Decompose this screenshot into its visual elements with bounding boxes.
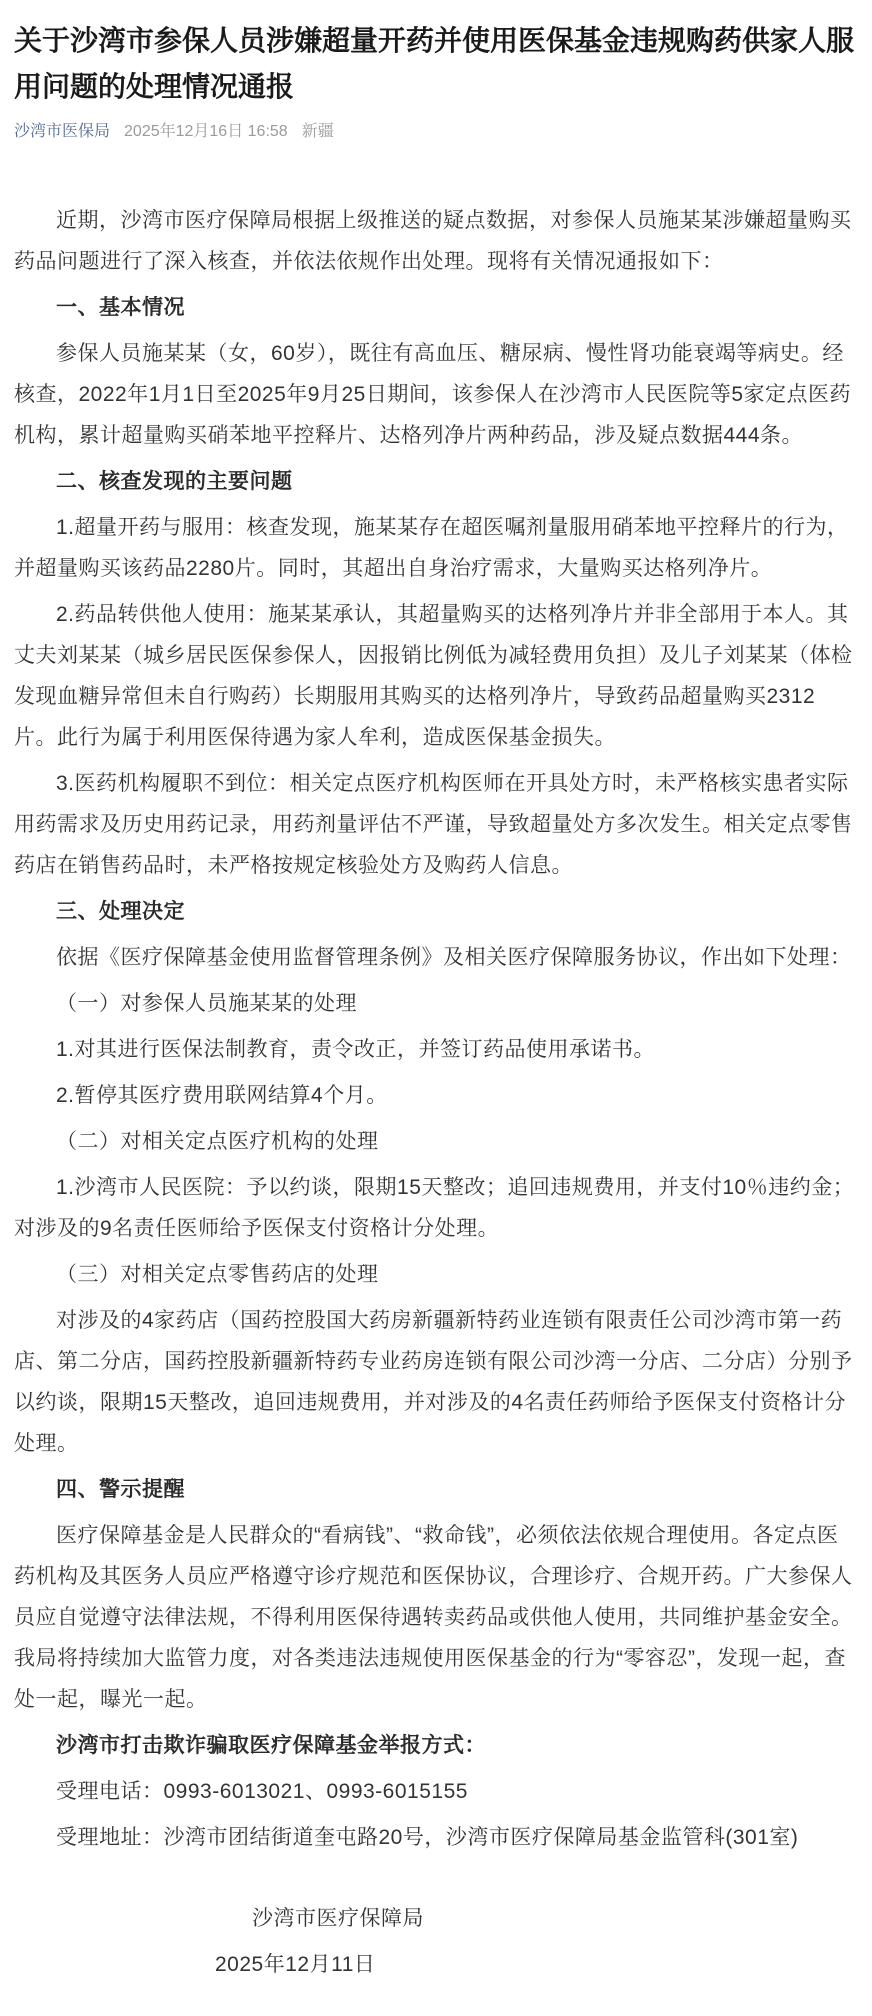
section-heading-2: 二、核查发现的主要问题 — [56, 470, 293, 493]
paragraph-problem-1: 1.超量开药与服用：核查发现，施某某存在超医嘱剂量服用硝苯地平控释片的行为，并超量购买该药品2280片。同时，其超出自身治疗需求，大量购买达格列净片。 — [14, 516, 849, 580]
paragraph-basic-info: 参保人员施某某（女，60岁），既往有高血压、糖尿病、慢性肾功能衰竭等病史。经核查，2022年1月1日至2025年9月25日期间，该参保人在沙湾市人民医院等5家定点医药机构，累计超量购买硝苯地平控释片、达格列净片两种药品，涉及疑点数据444条。 — [14, 342, 852, 447]
signature-org: 沙湾市医疗保障局 — [252, 1907, 424, 1930]
paragraph-report-phone: 受理电话：0993-6013021、0993-6015155 — [56, 1780, 468, 1803]
paragraph-measure-1: 1.对其进行医保法制教育，责令改正，并签订药品使用承诺书。 — [56, 1038, 656, 1061]
article-title: 关于沙湾市参保人员涉嫌超量开药并使用医保基金违规购药供家人服用问题的处理情况通报 — [14, 25, 855, 102]
subsection-heading-3: （三）对相关定点零售药店的处理 — [56, 1263, 379, 1286]
subsection-heading-2: （二）对相关定点医疗机构的处理 — [56, 1130, 379, 1153]
section-heading-4: 四、警示提醒 — [56, 1478, 185, 1501]
section-heading-3: 三、处理决定 — [56, 900, 185, 923]
account-name-link[interactable]: 沙湾市医保局 — [14, 123, 111, 140]
publish-datetime: 2025年12月16日 16:58 — [124, 123, 288, 140]
article-byline — [14, 120, 858, 144]
paragraph-report-address: 受理地址：沙湾市团结街道奎屯路20号，沙湾市医疗保障局基金监管科(301室) — [56, 1826, 799, 1849]
paragraph-problem-2: 2.药品转供他人使用：施某某承认，其超量购买的达格列净片并非全部用于本人。其丈夫刘某某（城乡居民医保参保人，因报销比例低为减轻费用负担）及儿子刘某某（体检发现血糖异常但未自行购药）长期服用其购买的达格列净片，导致药品超量购买2312片。此行为属于利用医保待遇为家人牟利，造成医保基金损失。 — [14, 603, 853, 749]
article-content — [14, 200, 858, 1985]
paragraph-intro: 近期，沙湾市医疗保障局根据上级推送的疑点数据，对参保人员施某某涉嫌超量购买药品问题进行了深入核查，并依法依规作出处理。现将有关情况通报如下： — [14, 209, 852, 273]
paragraph-pharmacies: 对涉及的4家药店（国药控股国大药房新疆新特药业连锁有限责任公司沙湾市第一药店、第二分店，国药控股新疆新特药专业药房连锁有限公司沙湾一分店、二分店）分别予以约谈，限期15天整改，追回违规费用，并对涉及的4名责任药师给予医保支付资格计分处理。 — [14, 1309, 853, 1455]
paragraph-decision-basis: 依据《医疗保障基金使用监督管理条例》及相关医疗保障服务协议，作出如下处理： — [56, 946, 852, 969]
subsection-heading-1: （一）对参保人员施某某的处理 — [56, 992, 357, 1015]
paragraph-problem-3: 3.医药机构履职不到位：相关定点医疗机构医师在开具处方时，未严格核实患者实际用药需求及历史用药记录，用药剂量评估不严谨，导致超量处方多次发生。相关定点零售药店在销售药品时，未严格按规定核验处方及购药人信息。 — [14, 772, 853, 877]
section-heading-1: 一、基本情况 — [56, 296, 185, 319]
signature-date: 2025年12月11日 — [215, 1953, 376, 1976]
paragraph-warning: 医疗保障基金是人民群众的“看病钱”、“救命钱”，必须依法依规合理使用。各定点医药机构及其医务人员应严格遵守诊疗规范和医保协议，合理诊疗、合规开药。广大参保人员应自觉遵守法律法规，不得利用医保待遇转卖药品或供他人使用，共同维护基金安全。我局将持续加大监管力度，对各类违法违规使用医保基金的行为“零容忍”，发现一起，查处一起，曝光一起。 — [14, 1524, 853, 1711]
paragraph-measure-2: 2.暂停其医疗费用联网结算4个月。 — [56, 1084, 388, 1107]
publish-location: 新疆 — [301, 123, 334, 140]
paragraph-hospital: 1.沙湾市人民医院：予以约谈，限期15天整改；追回违规费用，并支付10％违约金；对涉及的9名责任医师给予医保支付资格计分处理。 — [14, 1176, 855, 1240]
report-channel-heading: 沙湾市打击欺诈骗取医疗保障基金举报方式： — [56, 1734, 486, 1757]
